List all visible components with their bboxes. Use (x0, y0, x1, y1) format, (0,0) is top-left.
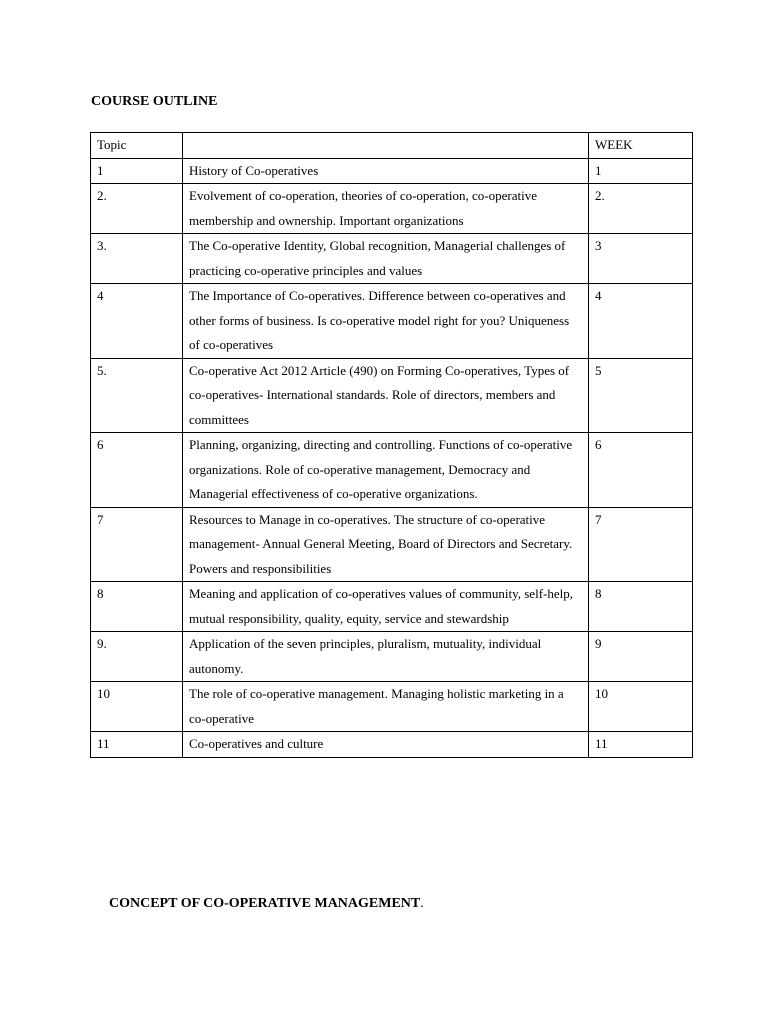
description-cell: The Co-operative Identity, Global recognition, Managerial challenges of practicing co-operative principles and values (183, 234, 589, 284)
table-row (91, 358, 693, 433)
topic-cell: 6 (91, 433, 183, 508)
table-row (91, 507, 693, 582)
week-cell: 8 (589, 582, 693, 632)
topic-cell: 9. (91, 632, 183, 682)
description-cell: Co-operative Act 2012 Article (490) on Forming Co-operatives, Types of co-operatives- International standards. Role of directors, members and committees (183, 358, 589, 433)
description-cell: Planning, organizing, directing and controlling. Functions of co-operative organizations. Role of co-operative management, Democracy and Managerial effectiveness of co-operative organizations. (183, 433, 589, 508)
topic-cell: 7 (91, 507, 183, 582)
topic-cell: 8 (91, 582, 183, 632)
week-cell: 11 (589, 732, 693, 758)
topic-cell: 5. (91, 358, 183, 433)
header-topic: Topic (91, 133, 183, 159)
table-row (91, 582, 693, 632)
week-cell: 4 (589, 284, 693, 359)
week-cell: 7 (589, 507, 693, 582)
description-cell: Resources to Manage in co-operatives. The structure of co-operative management- Annual General Meeting, Board of Directors and Secretary. Powers and responsibilities (183, 507, 589, 582)
description-cell: The role of co-operative management. Managing holistic marketing in a co-operative (183, 682, 589, 732)
course-outline-heading: COURSE OUTLINE (91, 94, 218, 109)
week-cell: 3 (589, 234, 693, 284)
table-row (91, 234, 693, 284)
topic-cell: 1 (91, 158, 183, 184)
topic-cell: 11 (91, 732, 183, 758)
header-week: WEEK (589, 133, 693, 159)
week-cell: 10 (589, 682, 693, 732)
description-cell: Meaning and application of co-operatives values of community, self-help, mutual responsibility, quality, equity, service and stewardship (183, 582, 589, 632)
topic-cell: 2. (91, 184, 183, 234)
concept-heading-period: . (420, 896, 424, 911)
concept-heading-text: CONCEPT OF CO-OPERATIVE MANAGEMENT (109, 896, 421, 911)
week-cell: 5 (589, 358, 693, 433)
course-outline-table (90, 132, 693, 758)
description-cell: Co-operatives and culture (183, 732, 589, 758)
description-cell: History of Co-operatives (183, 158, 589, 184)
week-cell: 1 (589, 158, 693, 184)
week-cell: 6 (589, 433, 693, 508)
topic-cell: 3. (91, 234, 183, 284)
topic-cell: 4 (91, 284, 183, 359)
table-row (91, 284, 693, 359)
description-cell: The Importance of Co-operatives. Difference between co-operatives and other forms of business. Is co-operative model right for you? Uniqueness of co-operatives (183, 284, 589, 359)
week-cell: 2. (589, 184, 693, 234)
concept-heading (109, 896, 424, 912)
table-row (91, 732, 693, 758)
table-row (91, 158, 693, 184)
description-cell: Evolvement of co-operation, theories of co-operation, co-operative membership and ownership. Important organizations (183, 184, 589, 234)
description-cell: Application of the seven principles, pluralism, mutuality, individual autonomy. (183, 632, 589, 682)
topic-cell: 10 (91, 682, 183, 732)
table-row (91, 632, 693, 682)
table-row (91, 682, 693, 732)
table-header-row (91, 133, 693, 159)
table-row (91, 433, 693, 508)
header-description (183, 133, 589, 159)
week-cell: 9 (589, 632, 693, 682)
table-row (91, 184, 693, 234)
